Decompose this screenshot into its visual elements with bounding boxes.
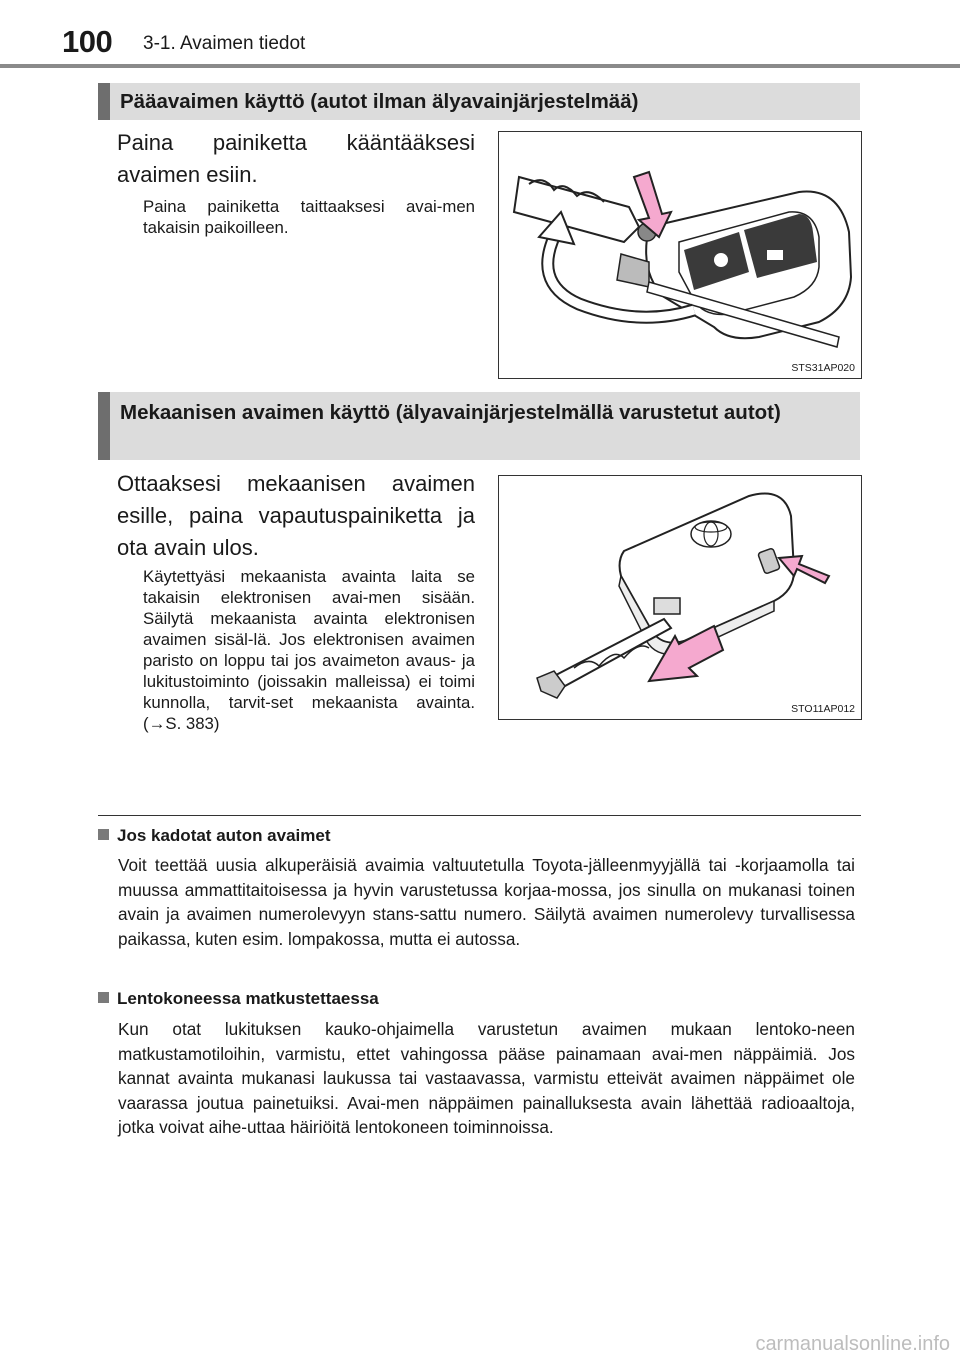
folding-key-illustration bbox=[499, 132, 861, 378]
figure-code: STS31AP020 bbox=[791, 362, 855, 374]
info-body-airplane: Kun otat lukituksen kauko-ohjaimella varustetun avaimen mukaan lentoko-neen matkustamotiloihin, varmistu, ettet vahingossa pääse painamaan avai-men näppäimiä. Jos kannat avainta mukanasi laukussa tai vastaavassa, varmistu etteivät avaimen näppäimet ole vaarassa joutua painetuiksi. Avai-men näppäimen painalluksesta avain lähettää radioaaltoja, jotka voivat aihe-uttaa häiriöitä lentokoneen toiminnoissa. bbox=[118, 1019, 855, 1137]
square-bullet-icon bbox=[98, 992, 109, 1003]
section-divider bbox=[98, 815, 861, 816]
info-heading-lost-keys bbox=[98, 826, 331, 846]
note-text: Käytettyäsi mekaanista avainta laita se takaisin elektronisen avai-men sisään. Säilytä mekaanista avainta elektronisen avaimen sisäl-lä. Jos elektronisen avaimen paristo on loppu tai jos avaimeton avaus- ja lukitustoiminto (joissakin malleissa) ei toimi kunnolla, tarvit-set mekaanista avainta. (→S. 383) bbox=[143, 567, 475, 733]
section-heading-master-key: Pääavaimen käyttö (autot ilman älyavainjärjestelmää) bbox=[98, 83, 860, 120]
figure-smart-key bbox=[498, 475, 862, 720]
instruction-text: Paina painiketta kääntääksesi avaimen esiin. bbox=[117, 130, 475, 187]
info-heading-text: Jos kadotat auton avaimet bbox=[117, 826, 331, 845]
instruction-text: Ottaaksesi mekaanisen avaimen esille, paina vapautuspainiketta ja ota avain ulos. bbox=[117, 471, 475, 560]
square-bullet-icon bbox=[98, 829, 109, 840]
info-body-lost-keys: Voit teettää uusia alkuperäisiä avaimia valtuutetulla Toyota-jälleenmyyjällä tai -korjaamolla tai muussa ammattitaitoisessa ja hyvin varustetussa korjaa-mossa, jos sinulla on mukanasi toinen avain ja avaimen numerolevyyn stans-sattu numero. Säilytä avaimen numerolevy turvallisessa paikassa, kuten esim. lompakossa, mutta ei autossa. bbox=[118, 855, 855, 949]
page-number: 100 bbox=[62, 24, 113, 59]
info-heading-text: Lentokoneessa matkustettaessa bbox=[117, 989, 379, 1008]
note-text: Paina painiketta taittaaksesi avai-men takaisin paikoilleen. bbox=[143, 197, 475, 237]
section-heading-mechanical-key: Mekaanisen avaimen käyttö (älyavainjärjestelmällä varustetut autot) bbox=[98, 392, 860, 460]
watermark: carmanualsonline.info bbox=[755, 1333, 950, 1355]
figure-folding-key bbox=[498, 131, 862, 379]
section-title: 3-1. Avaimen tiedot bbox=[143, 33, 306, 54]
info-heading-airplane bbox=[98, 989, 379, 1009]
header-rule bbox=[0, 64, 960, 68]
smart-key-illustration bbox=[499, 476, 861, 719]
figure-code: STO11AP012 bbox=[791, 703, 855, 715]
